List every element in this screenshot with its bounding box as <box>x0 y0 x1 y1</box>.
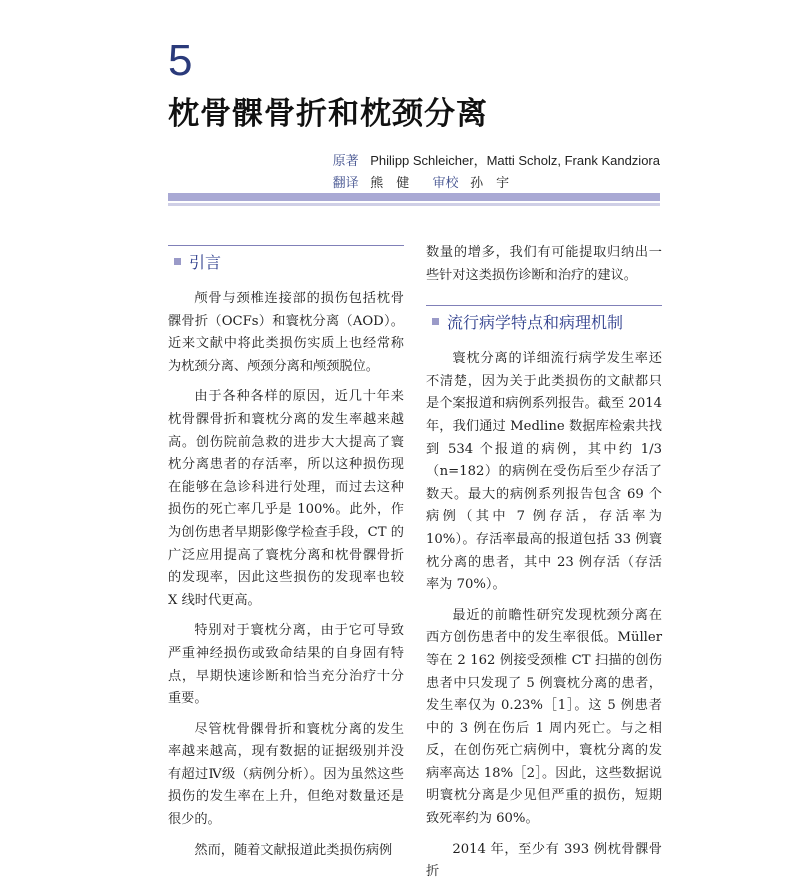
paragraph: 特别对于寰枕分离，由于它可导致严重神经损伤或致命结果的自身固有特点，早期快速诊断和恰当充分治疗十分重要。 <box>168 623 404 707</box>
paragraph: 最近的前瞻性研究发现枕颈分离在西方创伤患者中的发生率很低。Müller 等在 2 162 例接受颈椎 CT 扫描的创伤患者中只发现了 5 例寰枕分离的患者，发生率仅为 0.23%［1］。这 5 例患者中的 3 例在伤后 1 周内死亡。与之相反，在创伤死亡病例中，寰枕分离的发病率高达 18%［2］。因此，这些数据说明寰枕分离是少见但严重的损伤，短期致死率约为 60%。 <box>426 607 662 827</box>
credits <box>333 150 660 194</box>
paragraph: 尽管枕骨髁骨折和寰枕分离的发生率越来越高，现有数据的证据级别并没有超过Ⅳ级（病例分析）。因为虽然这些损伤的发生率在上升，但绝对数量还是很少的。 <box>168 721 404 828</box>
authors-line <box>333 150 660 172</box>
paragraph: 由于各种各样的原因，近几十年来枕骨髁骨折和寰枕分离的发生率越来越高。创伤院前急救的进步大大提高了寰枕分离患者的存活率，所以这种损伤现在能够在急诊科进行处理，而过去这种损伤的死亡率几乎是 100%。此外，作为创伤患者早期影像学检查手段，CT 的广泛应用提高了寰枕分离和枕骨髁骨折的发现率，因此这些损伤的发现率也较 X 线时代更高。 <box>168 389 404 608</box>
author-role-label: 原著 <box>332 153 359 168</box>
chapter-number: 5 <box>168 36 193 85</box>
paragraph: 颅骨与颈椎连接部的损伤包括枕骨髁骨折（OCFs）和寰枕分离（AOD）。近来文献中将此类损伤实质上也经常称为枕颈分离、颅颈分离和颅颈脱位。 <box>168 291 404 374</box>
square-bullet-icon <box>432 318 439 325</box>
translator-role-label: 翻译 <box>332 175 359 190</box>
translator-line <box>333 172 660 194</box>
chapter-title: 枕骨髁骨折和枕颈分离 <box>168 96 488 132</box>
paragraph: 寰枕分离的详细流行病学发生率还不清楚，因为关于此类损伤的文献都只是个案报道和病例系列报告。截至 2014 年，我们通过 Medline 数据库检索共找到 534 个报道的病例，其中约 1/3（n=182）的病例在受伤后至少存活了数天。最大的病例系列报告包含 69 个病例（其中 7 例存活，存活率为 10%）。存活率最高的报道包括 33 例寰枕分离的患者，其中 23 例存活（存活率为 70%）。 <box>426 351 662 593</box>
right-column <box>426 242 662 892</box>
header-rule-thin <box>168 203 660 206</box>
left-column <box>168 245 404 870</box>
paragraph-continuation: 数量的增多，我们有可能提取归纳出一些针对这类损伤诊断和治疗的建议。 <box>426 245 662 283</box>
section-heading-introduction <box>168 245 404 278</box>
section-heading-epidemiology <box>426 305 662 338</box>
translator: 熊 健 <box>370 175 410 190</box>
reviewer: 孙 宇 <box>470 175 510 190</box>
section-title: 流行病学特点和病理机制 <box>447 313 624 333</box>
authors: Philipp Schleicher，Matti Scholz, Frank Kandziora <box>370 153 660 168</box>
section-title: 引言 <box>189 253 222 272</box>
reviewer-role-label: 审校 <box>432 175 459 190</box>
header-rule-thick <box>168 193 660 201</box>
square-bullet-icon <box>174 258 181 265</box>
paragraph: 2014 年，至少有 393 例枕骨髁骨折 <box>426 841 662 880</box>
paragraph: 然而，随着文献报道此类损伤病例 <box>194 842 393 858</box>
